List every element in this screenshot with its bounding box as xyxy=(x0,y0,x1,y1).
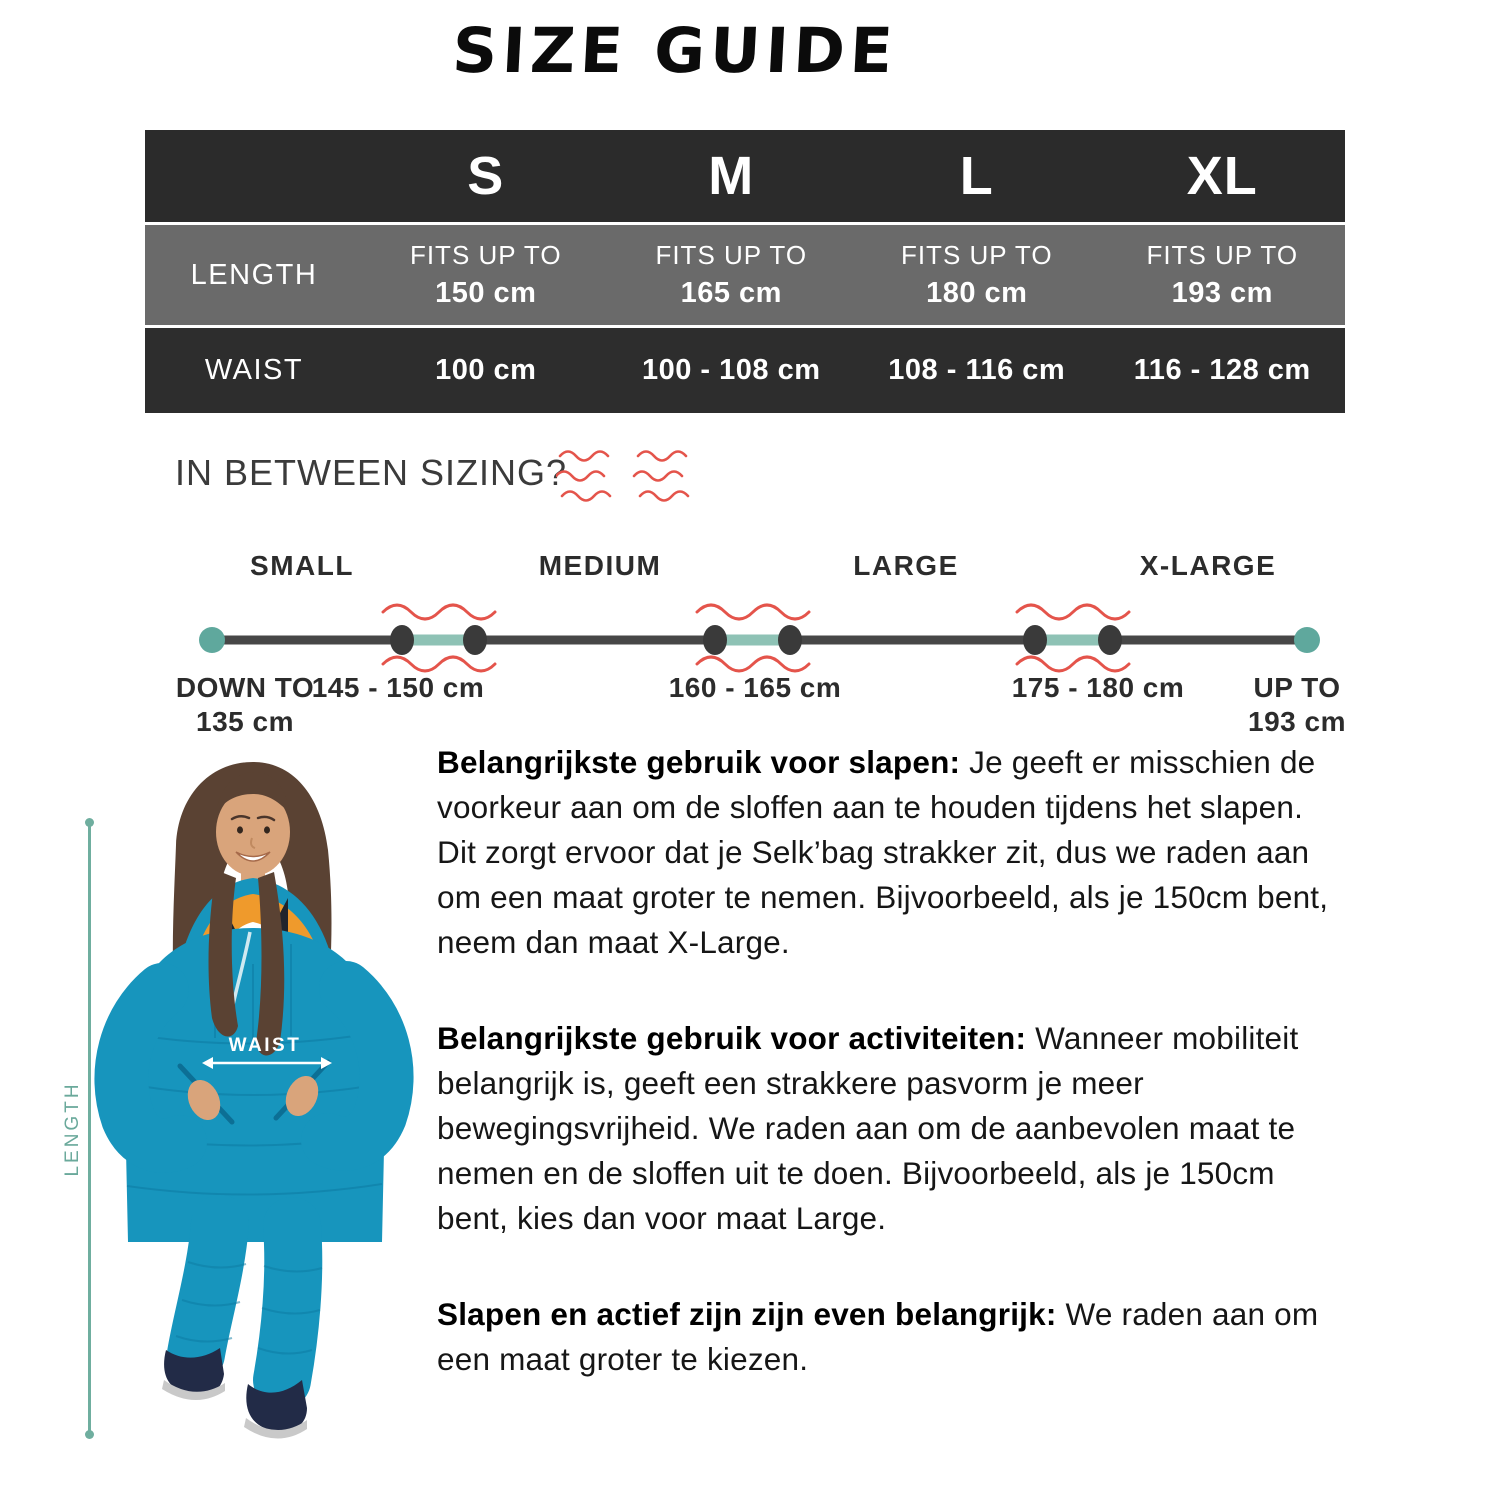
size-column-l: L xyxy=(959,146,994,206)
page-title: SIZE GUIDE xyxy=(450,14,900,87)
table-waist-row xyxy=(145,328,1345,413)
model-photo xyxy=(50,750,450,1500)
scale-endpoint-right-dot xyxy=(1294,627,1320,653)
length-cell-s xyxy=(363,240,609,310)
scale-up-to-value: 193 cm xyxy=(1248,706,1346,737)
length-line-bottom-dot xyxy=(85,1430,94,1439)
fits-up-to-label: FITS UP TO xyxy=(409,240,562,270)
size-table xyxy=(145,130,1345,416)
paragraph-activities-lead: Belangrijkste gebruik voor activiteiten: xyxy=(437,1020,1027,1056)
paragraph-sleeping-lead: Belangrijkste gebruik voor slapen: xyxy=(437,744,961,780)
length-cell-xl xyxy=(1100,240,1346,310)
scale-label-medium: MEDIUM xyxy=(538,550,662,581)
size-column-s: S xyxy=(467,146,505,206)
waist-value-xl: 116 - 128 cm xyxy=(1133,354,1311,386)
length-value-xl: 193 cm xyxy=(1171,277,1273,309)
length-line-top-dot xyxy=(85,818,94,827)
in-between-sizing-heading: IN BETWEEN SIZING? xyxy=(175,452,568,493)
size-column-m: M xyxy=(708,146,755,206)
scale-label-small: SMALL xyxy=(250,550,354,581)
paragraph-activities xyxy=(437,1016,1337,1241)
length-cell-l xyxy=(854,240,1100,310)
scale-range-large: 175 - 180 cm xyxy=(1011,672,1185,703)
waist-measure-label: WAIST xyxy=(228,1035,302,1056)
length-value-l: 180 cm xyxy=(926,277,1028,309)
paragraph-activities-body: Wanneer mobiliteit belangrijk is, geeft een strakkere pasvorm je meer bewegingsvrijheid. We raden aan om de aanbevolen maat te nemen en de sloffen uit te doen. Bijvoorbeeld, als je 150cm bent, kies dan voor maat Large. xyxy=(437,1020,1299,1236)
length-cell-m xyxy=(609,240,855,310)
scale-endpoint-left-dot xyxy=(199,627,225,653)
length-row-label: LENGTH xyxy=(190,258,318,291)
red-wavy-lines-icon xyxy=(556,446,712,504)
waist-value-l: 108 - 116 cm xyxy=(888,354,1066,386)
table-header-row xyxy=(145,130,1345,222)
waist-row-label: WAIST xyxy=(204,354,304,386)
paragraph-both xyxy=(437,1292,1337,1382)
fits-up-to-label: FITS UP TO xyxy=(900,240,1053,270)
waist-value-m: 100 - 108 cm xyxy=(641,354,821,386)
scale-label-xlarge: X-LARGE xyxy=(1139,550,1277,581)
paragraph-sleeping-body: Je geeft er misschien de voorkeur aan om de sloffen aan te houden tijdens het slapen. Dit zorgt ervoor dat je Selk’bag strakker zit, dus we raden aan om een maat groter te nemen. Bijvoorbeeld, als je 150cm bent, neem dan maat X-Large. xyxy=(437,744,1329,960)
in-between-sizing-scale xyxy=(150,540,1400,740)
scale-up-to-label: UP TO xyxy=(1253,672,1341,703)
length-value-m: 165 cm xyxy=(680,277,782,309)
length-value-s: 150 cm xyxy=(435,277,537,309)
scale-range-small: 145 - 150 cm xyxy=(311,672,485,703)
model-illustration xyxy=(50,750,450,1500)
length-measure-label: LENGTH xyxy=(62,1081,83,1177)
paragraph-sleeping xyxy=(437,740,1337,965)
advice-copy xyxy=(437,740,1337,1382)
paragraph-both-body: We raden aan om een maat groter te kiezen. xyxy=(437,1296,1319,1377)
scale-range-medium: 160 - 165 cm xyxy=(668,672,842,703)
table-length-row xyxy=(145,225,1345,325)
scale-label-large: LARGE xyxy=(853,550,959,581)
scale-down-to-value: 135 cm xyxy=(196,706,294,737)
paragraph-both-lead: Slapen en actief zijn zijn even belangrijk: xyxy=(437,1296,1057,1332)
fits-up-to-label: FITS UP TO xyxy=(655,240,808,270)
scale-down-to-label: DOWN TO xyxy=(175,672,315,703)
fits-up-to-label: FITS UP TO xyxy=(1146,240,1299,270)
waist-value-s: 100 cm xyxy=(435,354,537,386)
size-column-xl: XL xyxy=(1186,146,1258,206)
